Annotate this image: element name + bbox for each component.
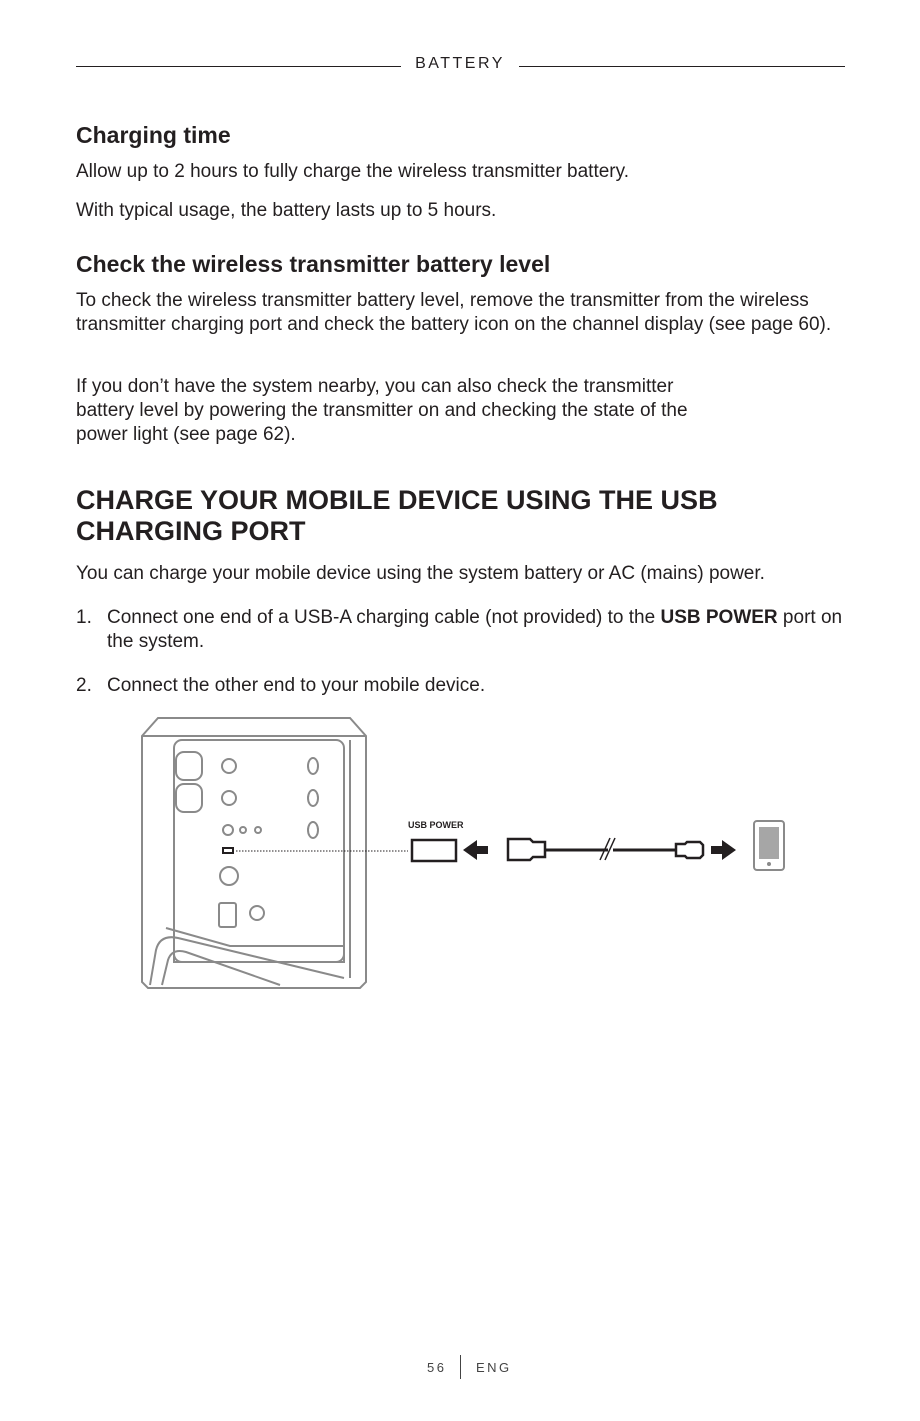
usb-port-large-icon — [412, 840, 456, 861]
mobile-phone-icon — [754, 821, 784, 870]
usb-a-plug-icon — [508, 839, 545, 860]
paragraph: Allow up to 2 hours to fully charge the wireless transmitter battery. — [76, 161, 630, 182]
step-number: 2. — [76, 675, 92, 696]
step-text: Connect the other end to your mobile device. — [107, 675, 486, 696]
speaker-icon — [142, 718, 366, 988]
paragraph: With typical usage, the battery lasts up to 5 hours. — [76, 200, 497, 221]
step-text — [107, 606, 847, 654]
step-number: 1. — [76, 607, 92, 628]
language-label: ENG — [476, 1360, 512, 1375]
charging-time-heading: Charging time — [76, 122, 231, 148]
usb-c-plug-icon — [676, 842, 703, 858]
paragraph: To check the wireless transmitter battery level, remove the transmitter from the wireless transmitter charging port and check the battery icon on the channel display (see page 60). — [76, 290, 832, 335]
usb-port-icon — [223, 848, 233, 853]
section-label: BATTERY — [415, 55, 505, 72]
usb-charging-illustration — [130, 710, 800, 1000]
check-level-heading: Check the wireless transmitter battery level — [76, 251, 551, 277]
arrow-right-icon — [711, 840, 736, 860]
page-number: 56 — [427, 1360, 447, 1375]
step-text-part: port on the system. — [107, 607, 843, 652]
usb-section-heading: CHARGE YOUR MOBILE DEVICE USING THE USB CHARGING PORT — [76, 485, 718, 546]
header-rule-right — [519, 66, 845, 67]
usb-power-label: USB POWER — [408, 820, 464, 830]
paragraph: If you don’t have the system nearby, you can also check the transmitter battery level by powering the transmitter on and checking the state of the power light (see page 62). — [76, 376, 688, 445]
arrow-left-icon — [463, 840, 488, 860]
step-text-part: Connect one end of a USB-A charging cable (not provided) to the — [107, 607, 661, 628]
footer-divider — [460, 1355, 461, 1379]
paragraph: You can charge your mobile device using the system battery or AC (mains) power. — [76, 563, 765, 584]
step-text-bold: USB POWER — [660, 607, 778, 628]
